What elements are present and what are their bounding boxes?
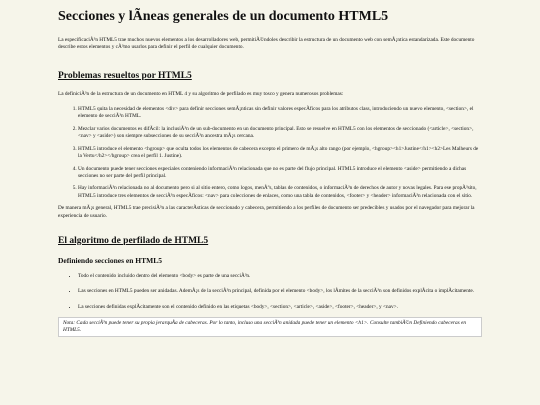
list-item: 1. HTML5 quita la necesidad de elementos <div> para definir secciones semÃ¡nticas sin definir valores especÃficos para los atributos class, introduciendo un nuevo elemento, <section>, el elemento de secciÃ³n HTML. (78, 106, 482, 121)
page-title: Secciones y lÃneas generales de un documento HTML5 (58, 9, 389, 24)
list-item: • La secciones definidas explÃcitamente son el contenido definido en las etiquetas <body>, <section>, <article>, <aside>, <footer>, <header>, y <nav>. (78, 304, 482, 311)
defining-list (58, 273, 482, 311)
section-heading-algorithm: El algoritmo de perfilado de HTML5 (58, 235, 209, 246)
list-item: 3. HTML5 introduce el elemento <hgroup> que oculta todos los elementos de cabecera excepto el primero de mÃ¡s alto rango (por ejemplo, <hgroup><h1>Justine</h1><h2>Les Malheurs de la Vertu</h2></hgroup> crea el perfil 1. Justine). (78, 146, 482, 161)
section-heading-problems: Problemas resueltos por HTML5 (58, 70, 192, 81)
list-item: 4. Un documento puede tener secciones especiales conteniendo informaciÃ³n relacionada que no es parte del flujo principal. HTML5 introduce el elemento <aside> permitiendo a dichas secciones no ser parte del perfil principal. (78, 166, 482, 181)
problems-intro: La definiciÃ³n de la estructura de un documento en HTML 4 y su algoritmo de perfilado es muy tosco y genera numerosos problemas: (58, 90, 344, 97)
note-box: Nota: Cada secciÃ³n puede tener su propia jerarquÃa de cabeceras. Por lo tanto, incluso una secciÃ³n anidada puede tener un elemento <h1>. Consulte tambiÃ©n Definiendo cabeceras en HTML5. (58, 317, 482, 338)
list-item: • Las secciones en HTML5 pueden ser anidadas. AdemÃ¡s de la secciÃ³n principal, definida por el elemento <body>, los lÃmites de la secciÃ³n son definidos explÃcita o implÃcitamente. (78, 288, 482, 295)
list-item: 2. Mezclar varios documentos es difÃcil: la inclusiÃ³n de un sub-documento en un documento principal. Esto se resuelve en HTML5 con los elementos de seccionado (<article>, <section>, <nav> y <aside>) son siempre subsecciones de su secciÃ³n ancestra mÃ¡s cercana. (78, 126, 482, 141)
list-item: • Todo el contenido incluido dentro del elemento <body> es parte de una secciÃ³n. (78, 273, 482, 280)
problems-summary: De manera mÃ¡s general, HTML5 trae precisiÃ³n a las caracterÃsticas de seccionado y cabecera, permitiendo a los perfiles de documento ser predecibles y usados por el navegador para mejorar la experiencia de usuario. (58, 205, 475, 219)
intro-paragraph: La especificaciÃ³n HTML5 trae muchos nuevos elementos a los desarrolladores web, permitiÃ©ndoles describir la estructura de un documento web con semÃ¡ntica estandarizada. Este documento describe estos elementos y cÃ³mo usarlos para definir el perfil de cualquier documento. (58, 37, 475, 51)
problems-list (58, 106, 482, 200)
subheading-defining-sections: Definiendo secciones en HTML5 (58, 255, 162, 265)
list-item: 5. Hay informaciÃ³n relacionada no al documento pero si al sitio entero, como logos, menÃºs, tablas de contenidos, o informaciÃ³n de derechos de autor y novas legales. Para ese propÃ³sito, HTML5 introduce tres elementos de secciÃ³n especÃficos: <nav> para colecciones de enlaces, como una tabla de contenidos, <footer> y <header> informaciÃ³n relacionada con el sitio. (78, 185, 482, 200)
